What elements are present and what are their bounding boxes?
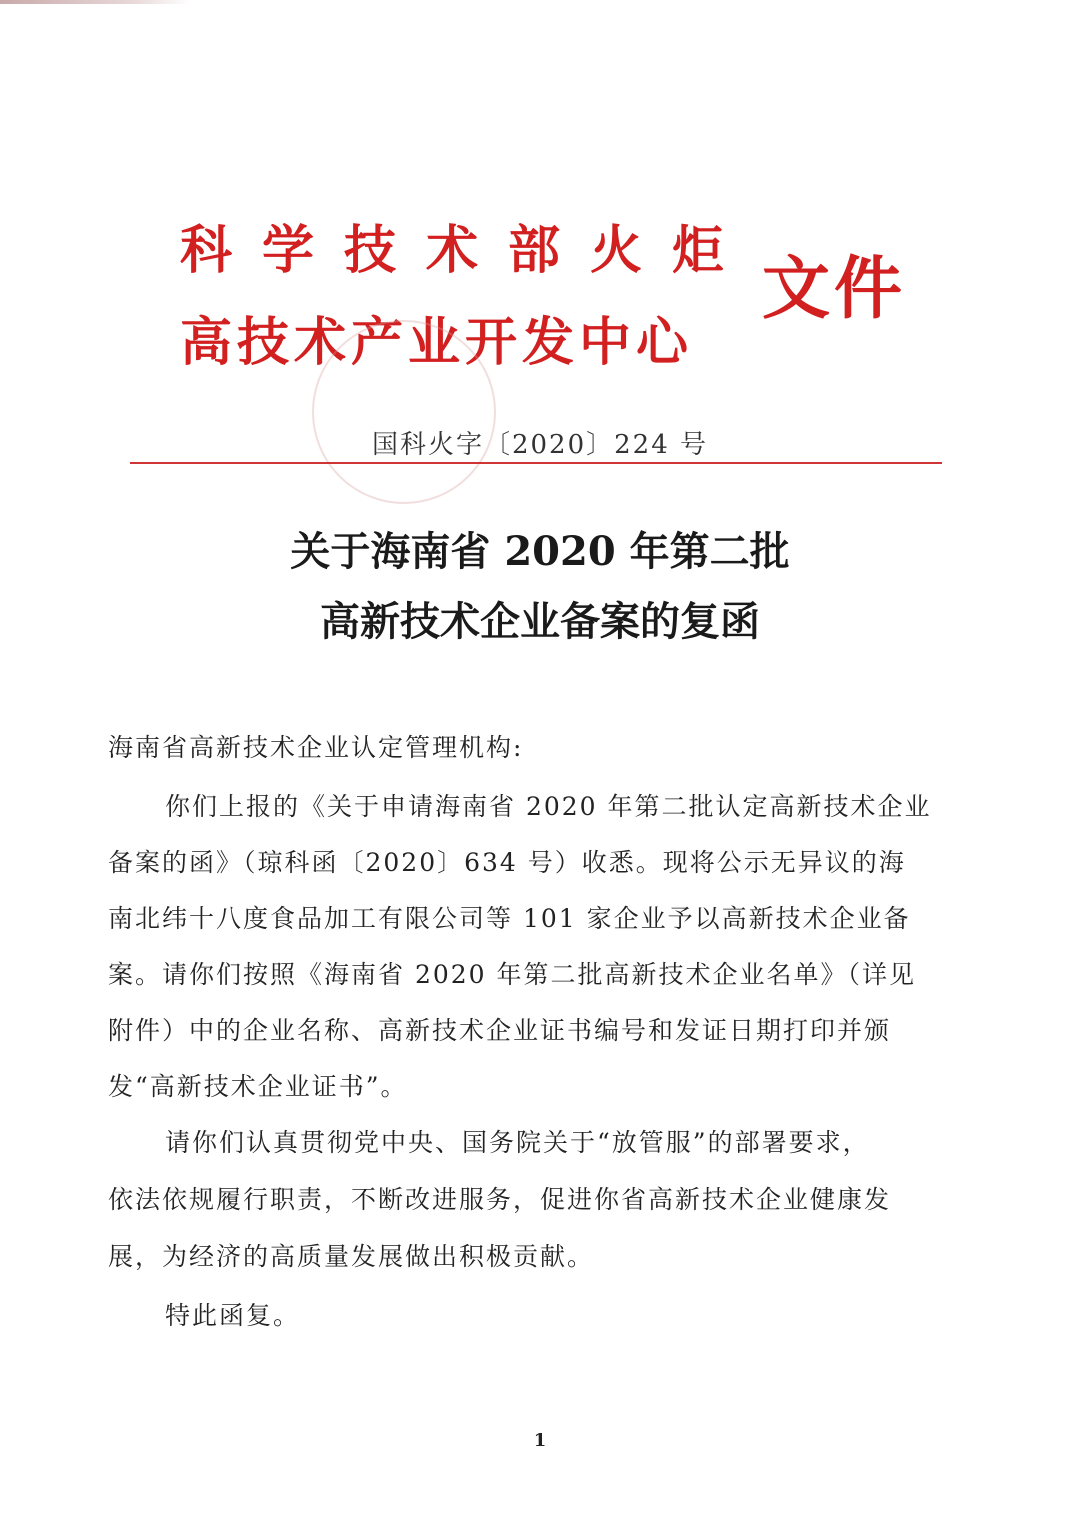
faint-seal-impression [312, 320, 496, 504]
salutation: 海南省高新技术企业认定管理机构: [108, 733, 524, 762]
document-title-line-1: 关于海南省 2020 年第二批 [290, 528, 790, 575]
body-text-line: 展，为经济的高质量发展做出积极贡献。 [108, 1242, 595, 1271]
body-text-line: 请你们认真贯彻党中央、国务院关于“放管服”的部署要求， [165, 1128, 870, 1157]
body-text-line: 备案的函》（琼科函〔2020〕634 号）收悉。现将公示无异议的海 [108, 848, 906, 877]
body-text-line: 发“高新技术企业证书”。 [108, 1072, 408, 1101]
issuer-name-line-2: 高技术产业开发中心 [180, 313, 694, 373]
document-type-label: 文件 [762, 250, 907, 329]
closing-line: 特此函复。 [165, 1301, 301, 1330]
body-text-line: 案。请你们按照《海南省 2020 年第二批高新技术企业名单》（详见 [108, 960, 917, 989]
page-number: 1 [533, 1430, 547, 1451]
body-text-line: 依法依规履行职责，不断改进服务，促进你省高新技术企业健康发 [108, 1185, 892, 1214]
scan-edge-mark [0, 0, 190, 4]
document-number: 国科火字〔2020〕224 号 [371, 430, 709, 460]
body-text-line: 南北纬十八度食品加工有限公司等 101 家企业予以高新技术企业备 [108, 904, 911, 933]
document-title-line-2: 高新技术企业备案的复函 [320, 598, 760, 645]
body-text-line: 附件）中的企业名称、高新技术企业证书编号和发证日期打印并颁 [108, 1016, 892, 1045]
body-text-line: 你们上报的《关于申请海南省 2020 年第二批认定高新技术企业 [165, 792, 932, 821]
issuer-name-line-1: 科学技术部火炬 [180, 221, 755, 281]
red-separator-rule [130, 462, 942, 464]
